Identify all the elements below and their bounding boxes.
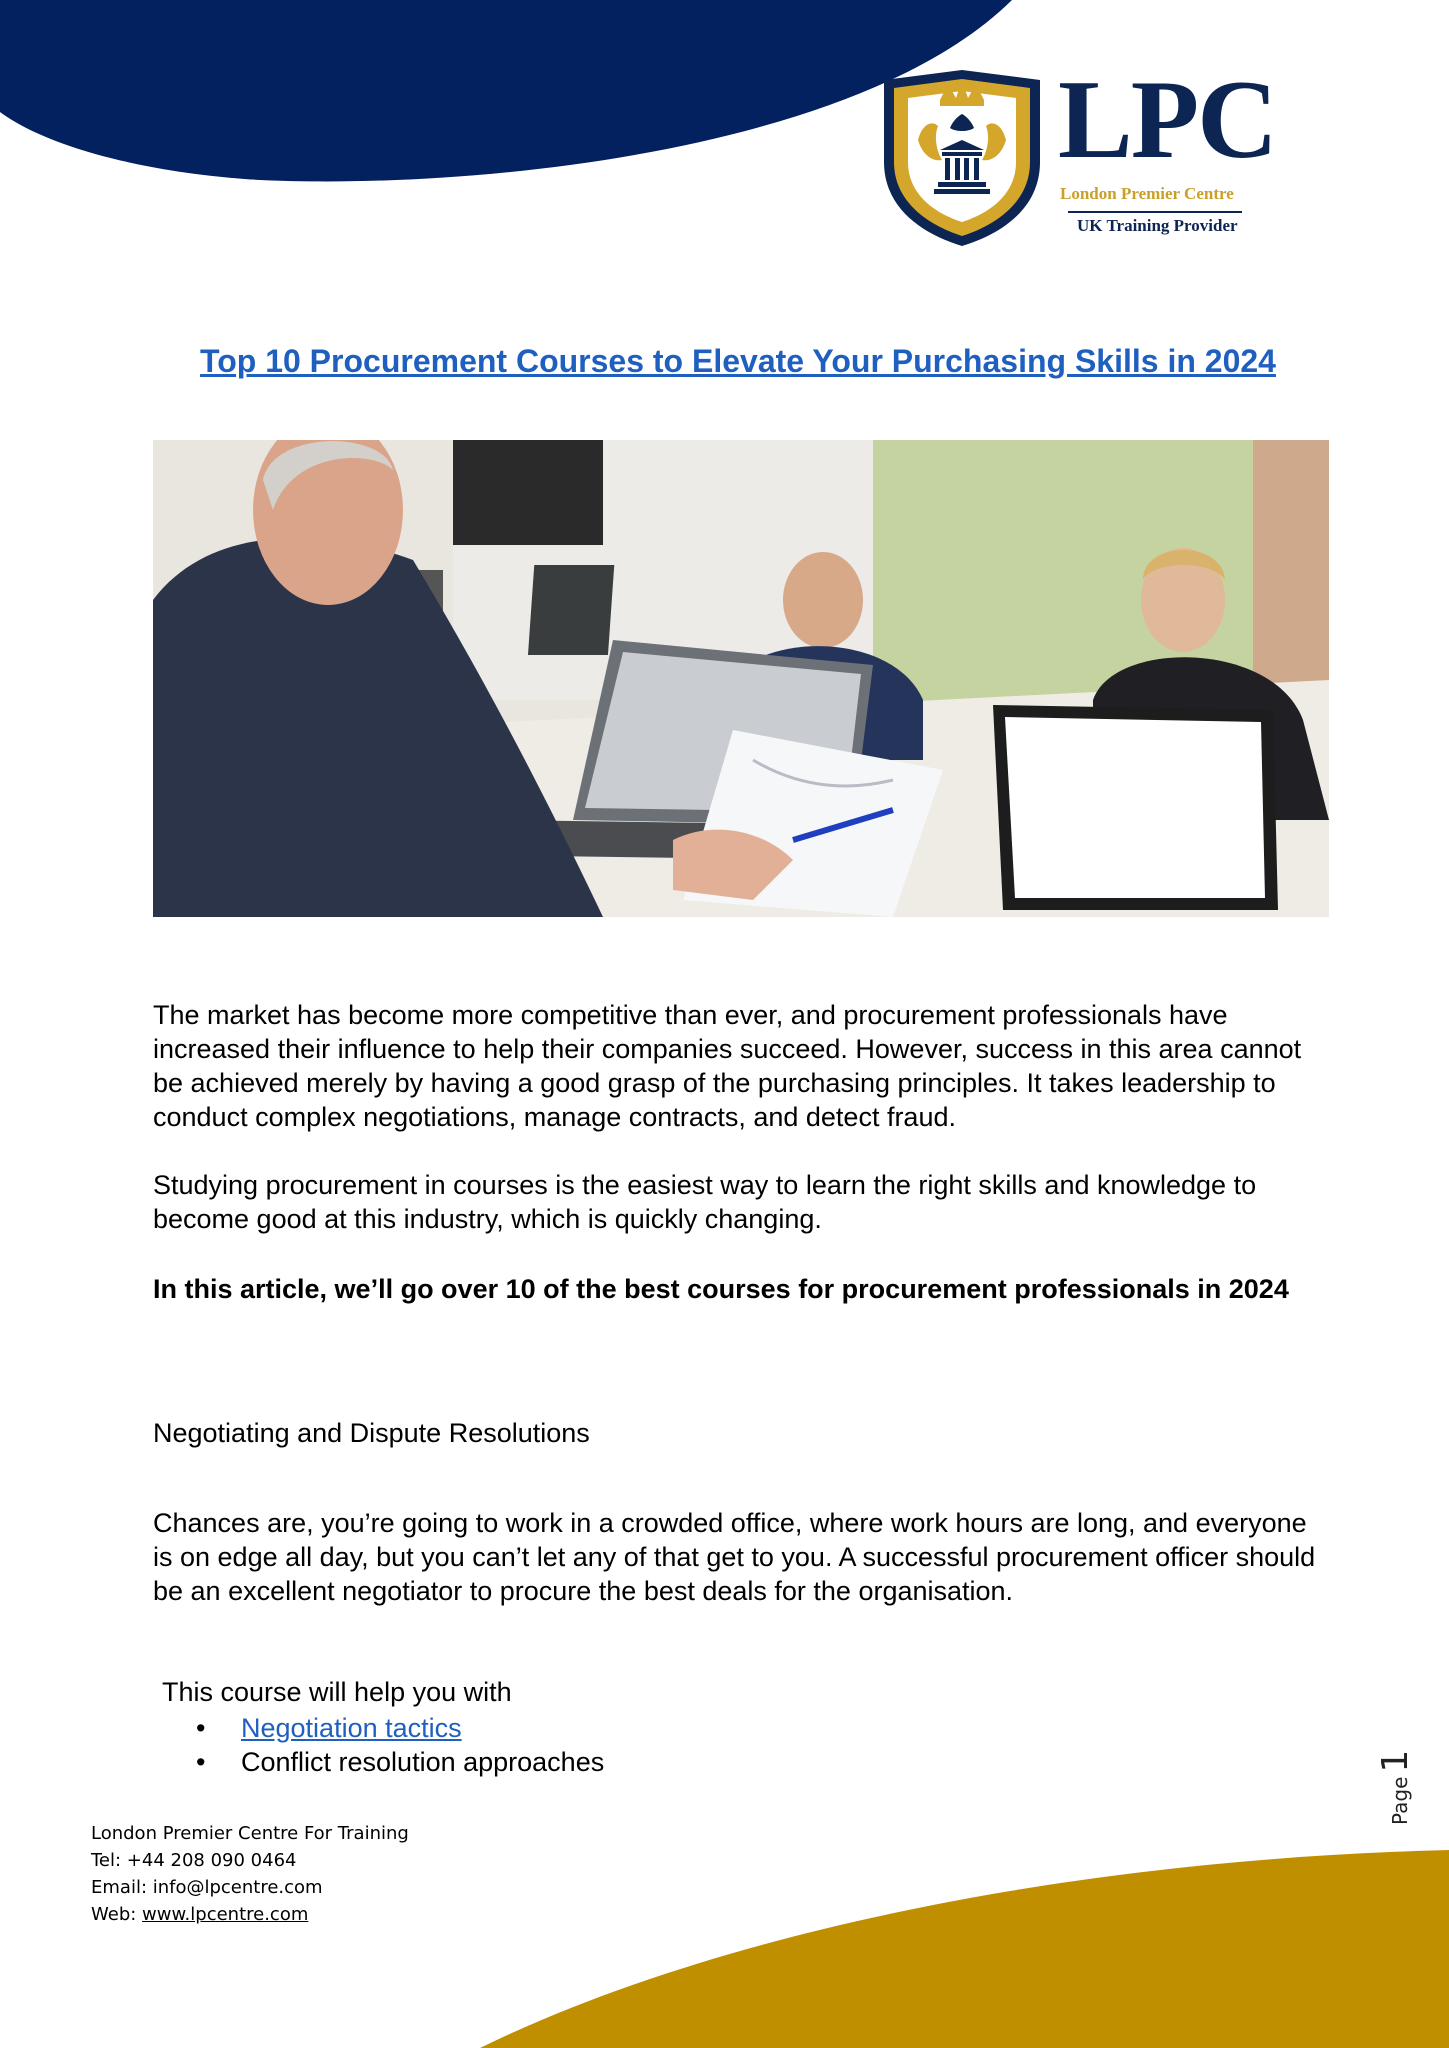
negotiation-paragraph: Chances are, you’re going to work in a crowded office, where work hours are long, and everyone is on edge all day, but you can’t let any of that get to you. A successful procurement officer should be an excellent negotiator to procure the best deals for the organisation. [153, 1508, 1316, 1606]
intro-paragraph: The market has become more competitive than ever, and procurement professionals have increased their influence to help their companies succeed. However, success in this area cannot be achieved merely by having a good grasp of the purchasing principles. It takes leadership to conduct complex negotiations, manage contracts, and detect fraud. [153, 1000, 1302, 1132]
article-title[interactable]: Top 10 Procurement Courses to Elevate Your Purchasing Skills in 2024 [200, 343, 1276, 379]
crest-shield-icon [878, 70, 1046, 248]
hero-image [153, 440, 1329, 917]
list-intro: This course will help you with [162, 1677, 512, 1707]
footer-web-label: Web: [91, 1904, 143, 1925]
footer-org: London Premier Centre For Training [91, 1823, 409, 1844]
article-summary-bold: In this article, we’ll go over 10 of the best courses for procurement professionals in 2024 [153, 1274, 1289, 1304]
footer-phone: Tel: +44 208 090 0464 [91, 1850, 297, 1871]
list-item [196, 1745, 604, 1779]
footer-email: Email: info@lpcentre.com [91, 1877, 323, 1898]
logo-divider [1068, 211, 1242, 213]
course-topics-list [196, 1711, 604, 1779]
negotiation-tactics-link[interactable]: Negotiation tactics [241, 1713, 462, 1743]
footer-web [91, 1901, 409, 1928]
footer-contact [91, 1820, 409, 1928]
lpc-logo [878, 58, 1276, 250]
page-number [1375, 1695, 1415, 1825]
list-item-text: Conflict resolution approaches [241, 1747, 605, 1777]
courses-paragraph: Studying procurement in courses is the easiest way to learn the right skills and knowledge to become good at this industry, which is quickly changing. [153, 1170, 1257, 1234]
logo-tagline: London Premier Centre [1060, 184, 1234, 203]
logo-subtitle: UK Training Provider [1077, 216, 1238, 235]
footer-web-link[interactable]: www.lpcentre.com [142, 1904, 309, 1925]
list-item[interactable] [196, 1711, 604, 1745]
logo-wordmark: LPC [1058, 58, 1276, 182]
page-number-value: 1 [1375, 1749, 1416, 1773]
section-heading: Negotiating and Dispute Resolutions [153, 1418, 590, 1448]
page-label: Page [1388, 1776, 1412, 1825]
